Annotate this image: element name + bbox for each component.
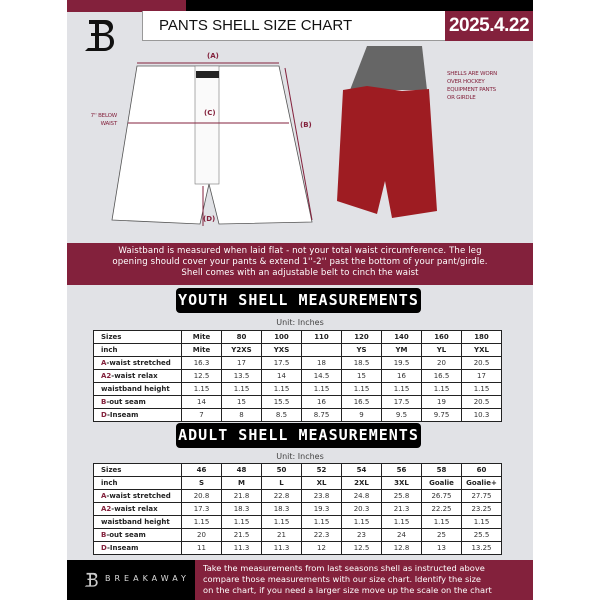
- table-cell: 25.8: [382, 490, 422, 503]
- table-cell: 13.25: [462, 542, 502, 555]
- table-cell: 12: [302, 542, 342, 555]
- table-cell: 19.5: [382, 357, 422, 370]
- table-cell: 54: [342, 464, 382, 477]
- table-row: [94, 529, 502, 542]
- table-cell: 24: [382, 529, 422, 542]
- table-cell: 1.15: [342, 383, 382, 396]
- table-cell: 140: [382, 331, 422, 344]
- table-cell: 56: [382, 464, 422, 477]
- table-row: [94, 357, 502, 370]
- table-cell: 22.25: [422, 503, 462, 516]
- table-cell: Goalie+: [462, 477, 502, 490]
- info-line: Shell comes with an adjustable belt to cinch the waist: [181, 268, 419, 278]
- table-cell: 14.5: [302, 370, 342, 383]
- row-label-prefix: B: [101, 531, 107, 539]
- row-label-prefix: A: [101, 492, 107, 500]
- row-label: [94, 383, 182, 396]
- table-cell: 1.15: [182, 516, 222, 529]
- row-label-text: -Inseam: [106, 411, 139, 419]
- instruction-line: Take the measurements from last seasons shell as instructed above: [203, 563, 485, 573]
- page-title: PANTS SHELL SIZE CHART: [142, 11, 446, 41]
- table-cell: Y2XS: [222, 344, 262, 357]
- table-cell: 1.15: [382, 383, 422, 396]
- row-label: [94, 331, 182, 344]
- row-label-text: -waist relax: [111, 372, 158, 380]
- row-label-text: -waist relax: [111, 505, 158, 513]
- table-cell: 21.3: [382, 503, 422, 516]
- table-cell: 1.15: [222, 383, 262, 396]
- table-cell: 14: [182, 396, 222, 409]
- table-cell: 17.5: [262, 357, 302, 370]
- adult-heading: ADULT SHELL MEASUREMENTS: [176, 423, 421, 448]
- instruction-line: on the chart, if you need a larger size move up the scale on the chart: [203, 585, 492, 595]
- note-line: EQUIPMENT PANTS: [447, 87, 496, 93]
- table-cell: 20.5: [462, 396, 502, 409]
- youth-heading: YOUTH SHELL MEASUREMENTS: [176, 288, 421, 313]
- instruction-line: compare those measurements with our size chart. Identify the size: [203, 574, 482, 584]
- note-line: OVER HOCKEY: [447, 79, 485, 85]
- table-cell: 16.3: [182, 357, 222, 370]
- row-label: [94, 529, 182, 542]
- footer-brand: [67, 560, 195, 600]
- row-label: [94, 503, 182, 516]
- shorts-diagram: [67, 46, 533, 243]
- table-cell: 23.8: [302, 490, 342, 503]
- info-line: opening should cover your pants & extend 1''-2'' past the bottom of your pant/girdle.: [112, 257, 488, 267]
- table-cell: 1.15: [182, 383, 222, 396]
- table-cell: 1.15: [422, 516, 462, 529]
- table-cell: 11.3: [262, 542, 302, 555]
- label-d: (D): [203, 215, 216, 223]
- table-cell: 1.15: [382, 516, 422, 529]
- table-cell: 48: [222, 464, 262, 477]
- table-cell: 11.3: [222, 542, 262, 555]
- table-cell: 22.8: [262, 490, 302, 503]
- row-label-text: -out seam: [106, 398, 146, 406]
- table-cell: 21.8: [222, 490, 262, 503]
- table-cell: 18.3: [222, 503, 262, 516]
- row-label: [94, 370, 182, 383]
- table-cell: 46: [182, 464, 222, 477]
- table-cell: 20: [182, 529, 222, 542]
- row-label-text: Sizes: [101, 333, 122, 341]
- table-cell: 160: [422, 331, 462, 344]
- table-cell: 18.5: [342, 357, 382, 370]
- table-cell: 27.75: [462, 490, 502, 503]
- table-row: [94, 383, 502, 396]
- row-label-text: -waist stretched: [106, 492, 171, 500]
- table-cell: 16.5: [422, 370, 462, 383]
- table-cell: 100: [262, 331, 302, 344]
- table-cell: 1.15: [222, 516, 262, 529]
- table-cell: Mite: [182, 331, 222, 344]
- table-cell: 50: [262, 464, 302, 477]
- row-label-prefix: A: [101, 359, 107, 367]
- table-cell: 10.3: [462, 409, 502, 422]
- table-row: [94, 503, 502, 516]
- table-cell: 60: [462, 464, 502, 477]
- table-cell: 24.8: [342, 490, 382, 503]
- row-label-text: -out seam: [106, 531, 146, 539]
- table-cell: 15: [222, 396, 262, 409]
- table-cell: 22.3: [302, 529, 342, 542]
- table-cell: 9: [342, 409, 382, 422]
- table-cell: 18.3: [262, 503, 302, 516]
- note-line: 7'' BELOW: [90, 113, 117, 119]
- table-cell: [302, 344, 342, 357]
- table-row: [94, 331, 502, 344]
- table-cell: 17: [462, 370, 502, 383]
- table-row: [94, 490, 502, 503]
- table-cell: 58: [422, 464, 462, 477]
- adult-size-table: [93, 463, 502, 555]
- table-cell: 25: [422, 529, 462, 542]
- table-row: [94, 477, 502, 490]
- row-label-text: waistband height: [101, 385, 170, 393]
- table-cell: 20.5: [462, 357, 502, 370]
- table-cell: 17.3: [182, 503, 222, 516]
- chart-date: 2025.4.22: [445, 11, 533, 41]
- row-label-prefix: B: [101, 398, 107, 406]
- table-cell: 26.75: [422, 490, 462, 503]
- table-cell: 23.25: [462, 503, 502, 516]
- row-label: [94, 409, 182, 422]
- row-label: [94, 464, 182, 477]
- table-row: [94, 464, 502, 477]
- table-cell: 1.15: [302, 383, 342, 396]
- table-cell: 8.75: [302, 409, 342, 422]
- table-cell: 1.15: [262, 383, 302, 396]
- table-row: [94, 409, 502, 422]
- table-cell: 7: [182, 409, 222, 422]
- table-cell: 8.5: [262, 409, 302, 422]
- row-label: [94, 344, 182, 357]
- note-line: WAIST: [100, 121, 117, 127]
- table-cell: 1.15: [302, 516, 342, 529]
- table-row: [94, 516, 502, 529]
- row-label-prefix: A2: [101, 372, 112, 380]
- row-label-text: Sizes: [101, 466, 122, 474]
- table-cell: YXS: [262, 344, 302, 357]
- table-cell: YL: [422, 344, 462, 357]
- adult-unit: Unit: Inches: [276, 452, 324, 461]
- table-cell: 20: [422, 357, 462, 370]
- breakaway-logo-icon: [83, 570, 99, 590]
- table-cell: 52: [302, 464, 342, 477]
- row-label-text: waistband height: [101, 518, 170, 526]
- table-cell: 9.5: [382, 409, 422, 422]
- table-row: [94, 542, 502, 555]
- youth-unit: Unit: Inches: [276, 318, 324, 327]
- table-cell: XL: [302, 477, 342, 490]
- table-cell: 1.15: [462, 383, 502, 396]
- row-label: [94, 357, 182, 370]
- table-cell: 23: [342, 529, 382, 542]
- table-cell: 16: [302, 396, 342, 409]
- table-cell: 13: [422, 542, 462, 555]
- table-cell: Mite: [182, 344, 222, 357]
- table-cell: S: [182, 477, 222, 490]
- table-cell: 20.8: [182, 490, 222, 503]
- table-cell: 1.15: [462, 516, 502, 529]
- table-cell: 1.15: [342, 516, 382, 529]
- table-cell: 8: [222, 409, 262, 422]
- table-cell: 16: [382, 370, 422, 383]
- table-cell: 2XL: [342, 477, 382, 490]
- row-label-text: -waist stretched: [106, 359, 171, 367]
- worn-over-note: [447, 70, 497, 102]
- note-line: SHELLS ARE WORN: [447, 71, 497, 77]
- label-c: (C): [204, 109, 216, 117]
- table-cell: Goalie: [422, 477, 462, 490]
- table-cell: 1.15: [262, 516, 302, 529]
- table-cell: YS: [342, 344, 382, 357]
- table-row: [94, 396, 502, 409]
- table-cell: 15.5: [262, 396, 302, 409]
- table-cell: 80: [222, 331, 262, 344]
- row-label-text: -Inseam: [106, 544, 139, 552]
- table-cell: 120: [342, 331, 382, 344]
- table-row: [94, 344, 502, 357]
- brand-name: BREAKAWAY: [105, 574, 190, 583]
- table-cell: 17: [222, 357, 262, 370]
- table-cell: 21: [262, 529, 302, 542]
- label-b: (B): [300, 121, 312, 129]
- measurement-info: [67, 243, 533, 285]
- row-label: [94, 396, 182, 409]
- table-cell: YM: [382, 344, 422, 357]
- table-cell: 14: [262, 370, 302, 383]
- table-cell: 11: [182, 542, 222, 555]
- table-cell: 9.75: [422, 409, 462, 422]
- row-label-prefix: D: [101, 544, 107, 552]
- note-line: OR GIRDLE: [447, 95, 476, 101]
- table-cell: 3XL: [382, 477, 422, 490]
- row-label-text: inch: [101, 346, 118, 354]
- table-cell: M: [222, 477, 262, 490]
- table-cell: 19.3: [302, 503, 342, 516]
- row-label-prefix: A2: [101, 505, 112, 513]
- table-cell: 180: [462, 331, 502, 344]
- table-cell: 19: [422, 396, 462, 409]
- table-cell: 21.5: [222, 529, 262, 542]
- row-label-text: inch: [101, 479, 118, 487]
- table-cell: 18: [302, 357, 342, 370]
- row-label: [94, 516, 182, 529]
- youth-size-table: [93, 330, 502, 422]
- row-label: [94, 477, 182, 490]
- info-line: Waistband is measured when laid flat - not your total waist circumference. The leg: [118, 246, 482, 256]
- below-waist-note: [87, 112, 117, 128]
- table-cell: 25.5: [462, 529, 502, 542]
- row-label-prefix: D: [101, 411, 107, 419]
- table-row: [94, 370, 502, 383]
- table-cell: 12.5: [182, 370, 222, 383]
- table-cell: 20.3: [342, 503, 382, 516]
- table-cell: 17.5: [382, 396, 422, 409]
- table-cell: 110: [302, 331, 342, 344]
- table-cell: L: [262, 477, 302, 490]
- table-cell: 12.5: [342, 542, 382, 555]
- table-cell: 13.5: [222, 370, 262, 383]
- size-chart-page: [67, 0, 533, 600]
- table-cell: 1.15: [422, 383, 462, 396]
- table-cell: YXL: [462, 344, 502, 357]
- footer-instructions: [195, 560, 533, 600]
- table-cell: 12.8: [382, 542, 422, 555]
- label-a: (A): [207, 52, 219, 60]
- table-cell: 16.5: [342, 396, 382, 409]
- row-label: [94, 490, 182, 503]
- table-cell: 15: [342, 370, 382, 383]
- row-label: [94, 542, 182, 555]
